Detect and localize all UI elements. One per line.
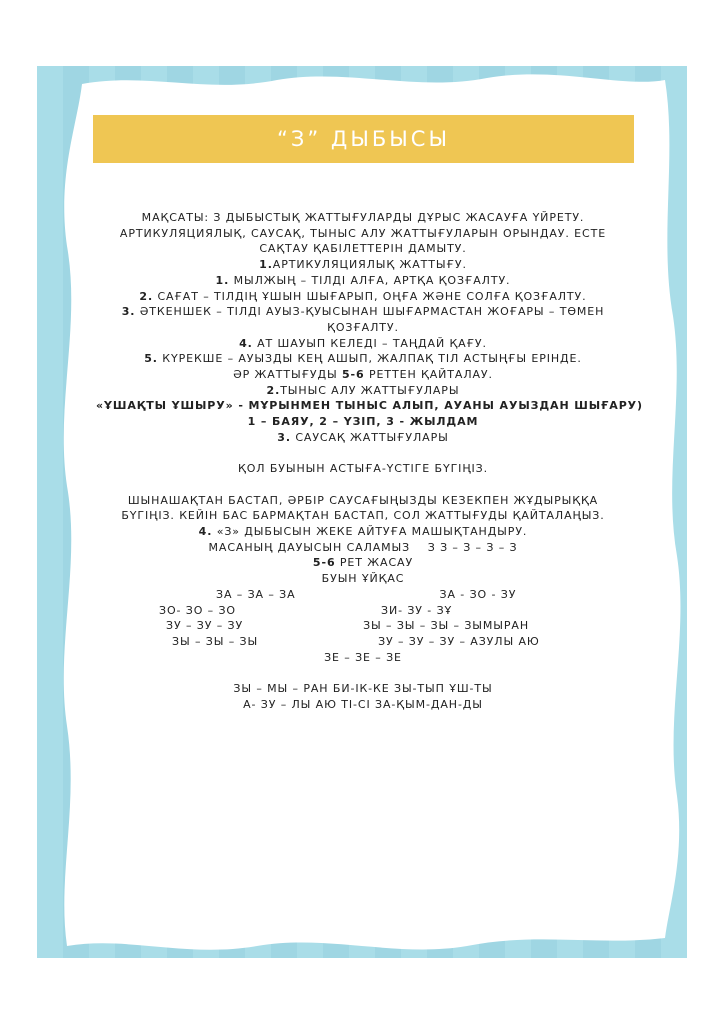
exercise-1: 1. МЫЛЖЫҢ – ТІЛДІ АЛҒА, АРТҚА ҚОЗҒАЛТУ. [215,273,511,287]
exercise-4: 4. АТ ШАУЫП КЕЛЕДІ – ТАҢДАЙ ҚАҒУ. [239,336,487,350]
times-line: 5-6 РЕТ ЖАСАУ [312,556,414,570]
syllable-row-2: ЗО- ЗО – ЗО ЗИ- ЗУ - ЗҰ [159,603,453,617]
section-3-heading: 3. САУСАҚ ЖАТТЫҒУЛАРЫ [277,430,449,444]
title-banner [93,115,634,163]
goal-line-1: МАҚСАТЫ: З ДЫБЫСТЫҚ ЖАТТЫҒУЛАРДЫ ДҰРЫС ЖАСАУҒА ҮЙРЕТУ. [141,211,585,224]
poem-line-1: ЗЫ – МЫ – РАН БИ-ІК-КЕ ЗЫ-ТЫП ҰШ-ТЫ [233,681,493,695]
repeat-instruction: ӘР ЖАТТЫҒУДЫ 5-6 РЕТТЕН ҚАЙТАЛАУ. [233,368,493,382]
page-title: “З” ДЫБЫСЫ [277,127,450,151]
finger-line-1: ҚОЛ БУЫНЫН АСТЫҒА-ҮСТІГЕ БҮГІҢІЗ. [238,462,488,476]
finger-line-2: ШЫНАШАҚТАН БАСТАП, ӘРБІР САУСАҒЫҢЫЗДЫ КЕЗЕКПЕН ЖҰДЫРЫҚҚА [127,493,599,507]
finger-line-3: БҮГІҢІЗ. КЕЙІН БАС БАРМАҚТАН БАСТАП, СОЛ ЖАТТЫҒУДЫ ҚАЙТАЛАҢЫЗ. [121,509,605,523]
syllable-row-1: ЗА – ЗА – ЗА ЗА - ЗО - ЗУ [216,587,517,601]
goal-line-2: АРТИКУЛЯЦИЯЛЫҚ, САУСАҚ, ТЫНЫС АЛУ ЖАТТЫҒУЛАРЫН ОРЫНДАУ. ЕСТЕ [119,226,607,240]
poem-line-2: А- ЗУ – ЛЫ АЮ ТІ-СІ ЗА-ҚЫМ-ДАН-ДЫ [243,697,483,711]
exercise-2: 2. САҒАТ – ТІЛДІҢ ҰШЫН ШЫҒАРЫП, ОҢҒА ЖӘНЕ СОЛҒА ҚОЗҒАЛТУ. [139,289,587,303]
worksheet-body [96,210,643,712]
section-1-heading: 1.АРТИКУЛЯЦИЯЛЫҚ ЖАТТЫҒУ. [259,258,467,272]
exercise-3-cont: ҚОЗҒАЛТУ. [327,320,399,334]
syllable-center: ЗЕ – ЗЕ – ЗЕ [324,650,402,664]
breathing-speeds: 1 – БАЯУ, 2 – ҮЗІП, 3 - ЖЫЛДАМ [247,415,479,429]
syllable-row-4: ЗЫ – ЗЫ – ЗЫ ЗУ – ЗУ – ЗУ – АЗУЛЫ АЮ [172,634,540,648]
exercise-5: 5. КҮРЕКШЕ – АУЫЗДЫ КЕҢ АШЫП, ЖАЛПАҚ ТІЛ АСТЫҢҒЫ ЕРІНДЕ. [144,352,582,366]
goal-line-3: САҚТАУ ҚАБІЛЕТТЕРІН ДАМЫТУ. [259,242,467,256]
breathing-exercise: «ҰШАҚТЫ ҰШЫРУ» - МҰРЫНМЕН ТЫНЫС АЛЫП, АУАНЫ АУЫЗДАН ШЫҒАРУ) [96,399,643,413]
syllable-title: БУЫН ҰЙҚАС [321,572,405,586]
section-4-heading: 4. «З» ДЫБЫСЫН ЖЕКЕ АЙТУҒА МАШЫҚТАНДЫРУ. [198,525,528,539]
exercise-3: 3. ӘТКЕНШЕК – ТІЛДІ АУЫЗ-ҚУЫСЫНАН ШЫҒАРМАСТАН ЖОҒАРЫ – ТӨМЕН [121,305,605,319]
syllable-row-3: ЗУ – ЗУ – ЗУ ЗЫ – ЗЫ – ЗЫ – ЗЫМЫРАН [166,619,529,633]
section-2-heading: 2.ТЫНЫС АЛУ ЖАТТЫҒУЛАРЫ [266,383,460,397]
mosquito-line: МАСАНЫҢ ДАУЫСЫН САЛАМЫЗ З З – З – З – З [208,540,518,554]
